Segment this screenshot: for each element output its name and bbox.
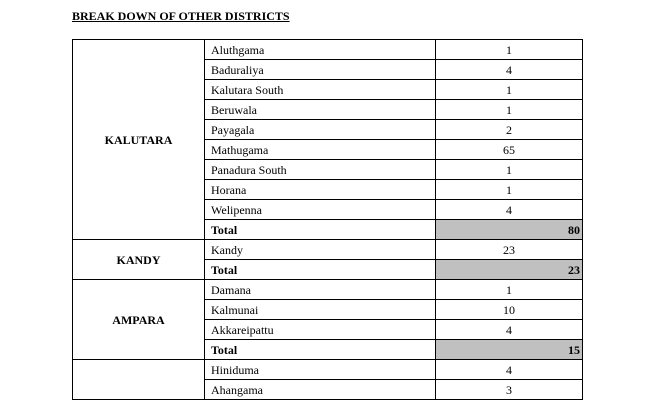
area-name-cell: Welipenna	[205, 200, 436, 220]
area-name-cell: Kalutara South	[205, 80, 436, 100]
area-count-cell: 2	[436, 120, 583, 140]
total-value-cell: 15	[436, 340, 583, 360]
table-row	[73, 240, 583, 260]
area-count-cell: 1	[436, 280, 583, 300]
area-name-cell: Ahangama	[205, 380, 436, 400]
area-name-cell: Panadura South	[205, 160, 436, 180]
total-label-cell: Total	[205, 220, 436, 240]
area-count-cell: 10	[436, 300, 583, 320]
district-name-cell	[73, 360, 205, 400]
district-name-cell: KALUTARA	[73, 40, 205, 240]
area-count-cell: 3	[436, 380, 583, 400]
area-count-cell: 4	[436, 320, 583, 340]
area-count-cell: 1	[436, 160, 583, 180]
page-title: BREAK DOWN OF OTHER DISTRICTS	[72, 9, 290, 23]
area-name-cell: Horana	[205, 180, 436, 200]
area-name-cell: Baduraliya	[205, 60, 436, 80]
table-row	[73, 360, 583, 380]
total-value-cell: 23	[436, 260, 583, 280]
total-label-cell: Total	[205, 340, 436, 360]
total-value-cell: 80	[436, 220, 583, 240]
table-row	[73, 280, 583, 300]
area-name-cell: Kalmunai	[205, 300, 436, 320]
area-count-cell: 4	[436, 200, 583, 220]
area-name-cell: Payagala	[205, 120, 436, 140]
area-count-cell: 1	[436, 100, 583, 120]
total-label-cell: Total	[205, 260, 436, 280]
area-count-cell: 1	[436, 40, 583, 60]
area-name-cell: Aluthgama	[205, 40, 436, 60]
area-name-cell: Kandy	[205, 240, 436, 260]
area-name-cell: Mathugama	[205, 140, 436, 160]
district-name-cell: KANDY	[73, 240, 205, 280]
table-row	[73, 40, 583, 60]
area-name-cell: Akkareipattu	[205, 320, 436, 340]
area-count-cell: 1	[436, 80, 583, 100]
area-name-cell: Beruwala	[205, 100, 436, 120]
area-count-cell: 4	[436, 360, 583, 380]
area-count-cell: 23	[436, 240, 583, 260]
area-name-cell: Damana	[205, 280, 436, 300]
area-name-cell: Hiniduma	[205, 360, 436, 380]
area-count-cell: 4	[436, 60, 583, 80]
district-name-cell: AMPARA	[73, 280, 205, 360]
area-count-cell: 65	[436, 140, 583, 160]
area-count-cell: 1	[436, 180, 583, 200]
district-breakdown-table	[72, 39, 583, 400]
